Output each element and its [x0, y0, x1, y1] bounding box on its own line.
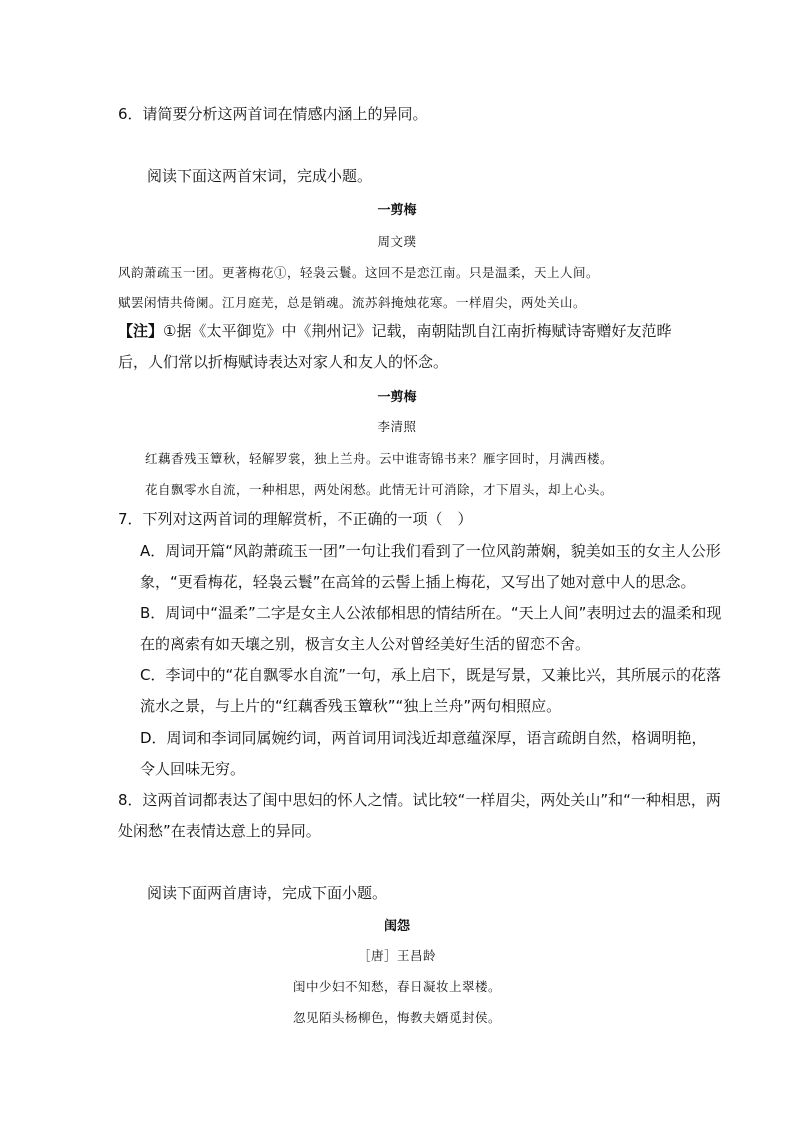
poem3-line1: 闺中少妇不知愁，春日凝妆上翠楼。 [292, 979, 501, 994]
q7-option-b-line2: 在的离索有如天壤之别，极言女主人公对曾经美好生活的留恋不舍。 [140, 635, 591, 653]
q7-option-b-line1: B．周词中“温柔”二字是女主人公浓郁相思的情结所在。“天上人间”表明过去的温柔和现 [140, 604, 722, 622]
question-8-line1: 8．这两首词都表达了闺中思妇的怀人之情。试比较“一样眉尖，两处关山”和“一种相思，两 [118, 791, 721, 809]
note-line1 [118, 320, 671, 341]
q7-option-a-line1: A．周词开篇“风韵萧疏玉一团”一句让我们看到了一位风韵萧娴，貌美如玉的女主人公形 [140, 542, 721, 560]
poem1-title: 一剪梅 [377, 203, 417, 218]
poem3-author: ［唐］王昌龄 [357, 948, 436, 963]
poem3-line2: 忽见陌头杨柳色，悔教夫婿觅封侯。 [292, 1010, 501, 1025]
section-intro-song-ci: 阅读下面这两首宋词，完成小题。 [147, 167, 373, 185]
poem2-author: 李清照 [377, 419, 417, 434]
poem2-line1: 红藕香残玉簟秋，轻解罗裳，独上兰舟。云中谁寄锦书来？雁字回时，月满西楼。 [145, 451, 614, 466]
note-label: 【注】 [118, 322, 164, 340]
poem1-line1: 风韵萧疏玉一团。更著梅花①，轻袅云鬟。这回不是恋江南。只是温柔，天上人间。 [118, 265, 600, 280]
poem3-title: 闺怨 [383, 919, 410, 934]
question-7-stem: 7．下列对这两首词的理解赏析，不正确的一项（ ） [118, 510, 473, 528]
q7-option-c-line2: 流水之景，与上片的“红藕香残玉簟秋”“独上兰舟”两句相照应。 [140, 697, 562, 715]
poem2-title: 一剪梅 [377, 390, 417, 405]
note-line2: 后，人们常以折梅赋诗表达对家人和友人的怀念。 [118, 353, 449, 371]
note-text-1: ①据《太平御览》中《荆州记》记载，南朝陆凯自江南折梅赋诗寄赠好友范晔 [163, 322, 672, 340]
question-6: 6．请简要分析这两首词在情感内涵上的异同。 [118, 105, 428, 123]
poem2-line2: 花自飘零水自流，一种相思，两处闲愁。此情无计可消除，才下眉头，却上心头。 [145, 482, 614, 497]
section-intro-tang-poems: 阅读下面两首唐诗，完成下面小题。 [147, 884, 388, 902]
q7-option-a-line2: 象，“更看梅花，轻袅云鬟”在高耸的云髻上插上梅花，又写出了她对意中人的思念。 [140, 573, 696, 591]
poem1-author: 周文璞 [377, 234, 417, 249]
q7-option-d-line2: 令人回味无穷。 [140, 760, 246, 778]
q7-option-c-line1: C．李词中的“花自飘零水自流”一句，承上启下，既是写景，又兼比兴，其所展示的花落 [140, 666, 722, 684]
q7-option-d-line1: D．周词和李词同属婉约词，两首词用词浅近却意蕴深厚，语言疏朗自然，格调明艳， [140, 729, 707, 747]
poem1-line2: 赋罢闲情共倚阑。江月庭芜，总是销魂。流苏斜掩烛花寒。一样眉尖，两处关山。 [118, 295, 587, 310]
question-8-line2: 处闲愁”在表情达意上的异同。 [118, 822, 321, 840]
